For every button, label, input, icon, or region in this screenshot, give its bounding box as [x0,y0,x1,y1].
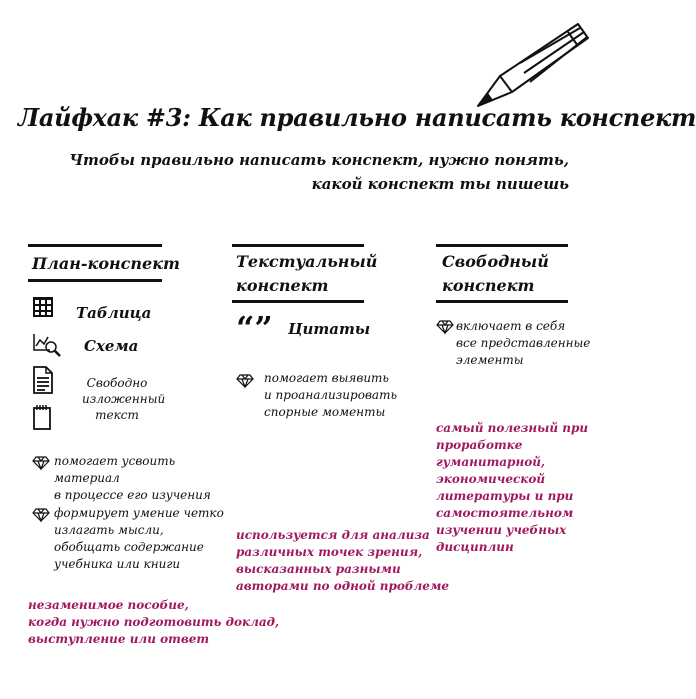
benefit-line: элементы [456,353,524,367]
benefit-line: включает в себя [456,319,566,333]
column-divider [436,300,568,303]
page-title: Лайфхак #3: Как правильно написать конспект [18,103,696,132]
heading-line: конспект [442,276,535,295]
plan-heading: План-конспект [32,254,180,273]
notepad-icon [32,404,52,430]
plan-benefit-1 [54,453,211,504]
benefit-line: и проанализировать [264,388,397,402]
note-line: проработке [436,438,523,452]
heading-line: конспект [236,276,329,295]
note-line: различных точек зрения, [236,545,423,559]
text-note [236,527,449,595]
text-benefit [264,370,397,421]
table-label: Таблица [76,304,152,322]
free-note [436,420,588,556]
benefit-line: обобщать содержание [54,540,204,554]
column-divider [436,244,568,247]
diamond-icon [32,456,50,470]
plan-benefit-2 [54,505,224,573]
document-icon [32,366,54,394]
heading-line: Свободный [442,252,549,271]
column-divider [28,279,162,282]
benefit-line: формирует умение четко [54,506,224,520]
table-icon [32,296,54,318]
benefit-line: излагать мысли, [54,523,164,537]
note-line: самый полезный при [436,421,589,435]
column-divider [232,244,364,247]
note-line: изучении учебных [436,523,567,537]
note-line: высказанных разными [236,562,401,576]
free-text-label [82,375,166,423]
benefit-line: материал [54,471,120,485]
note-line: дисциплин [436,540,514,554]
note-line: выступление или ответ [28,632,210,646]
plan-note [28,597,279,648]
subtitle-line-1: Чтобы правильно написать конспект, нужно понять, [69,151,569,169]
note-line: когда нужно подготовить доклад, [28,615,280,629]
free-text-line: Свободно [86,376,148,390]
diamond-icon [236,374,254,388]
benefit-line: в процессе его изучения [54,488,211,502]
free-heading [442,250,549,298]
free-text-line: текст [95,408,139,422]
note-line: литературы и при [436,489,574,503]
note-line: гуманитарной, [436,455,546,469]
benefit-line: помогает выявить [264,371,389,385]
free-text-line: изложенный [82,392,166,406]
column-divider [28,244,162,247]
heading-line: Текстуальный [236,252,378,271]
chart-search-icon [32,332,62,358]
subtitle-line-2: какой конспект ты пишешь [311,175,569,193]
benefit-line: все представленные [456,336,591,350]
diamond-icon [436,320,454,334]
pencil-illustration [460,10,590,110]
benefit-line: помогает усвоить [54,454,176,468]
free-benefit [456,318,590,369]
note-line: используется для анализа [236,528,430,542]
diamond-icon [32,508,50,522]
quotes-label: Цитаты [288,320,371,338]
column-divider [232,300,364,303]
note-line: экономической [436,472,546,486]
note-line: авторами по одной проблеме [236,579,449,593]
scheme-label: Схема [84,337,139,355]
benefit-line: спорные моменты [264,405,386,419]
quote-icon: “” [236,309,273,347]
note-line: самостоятельном [436,506,574,520]
text-heading [236,250,377,298]
note-line: незаменимое пособие, [28,598,189,612]
benefit-line: учебника или книги [54,557,181,571]
